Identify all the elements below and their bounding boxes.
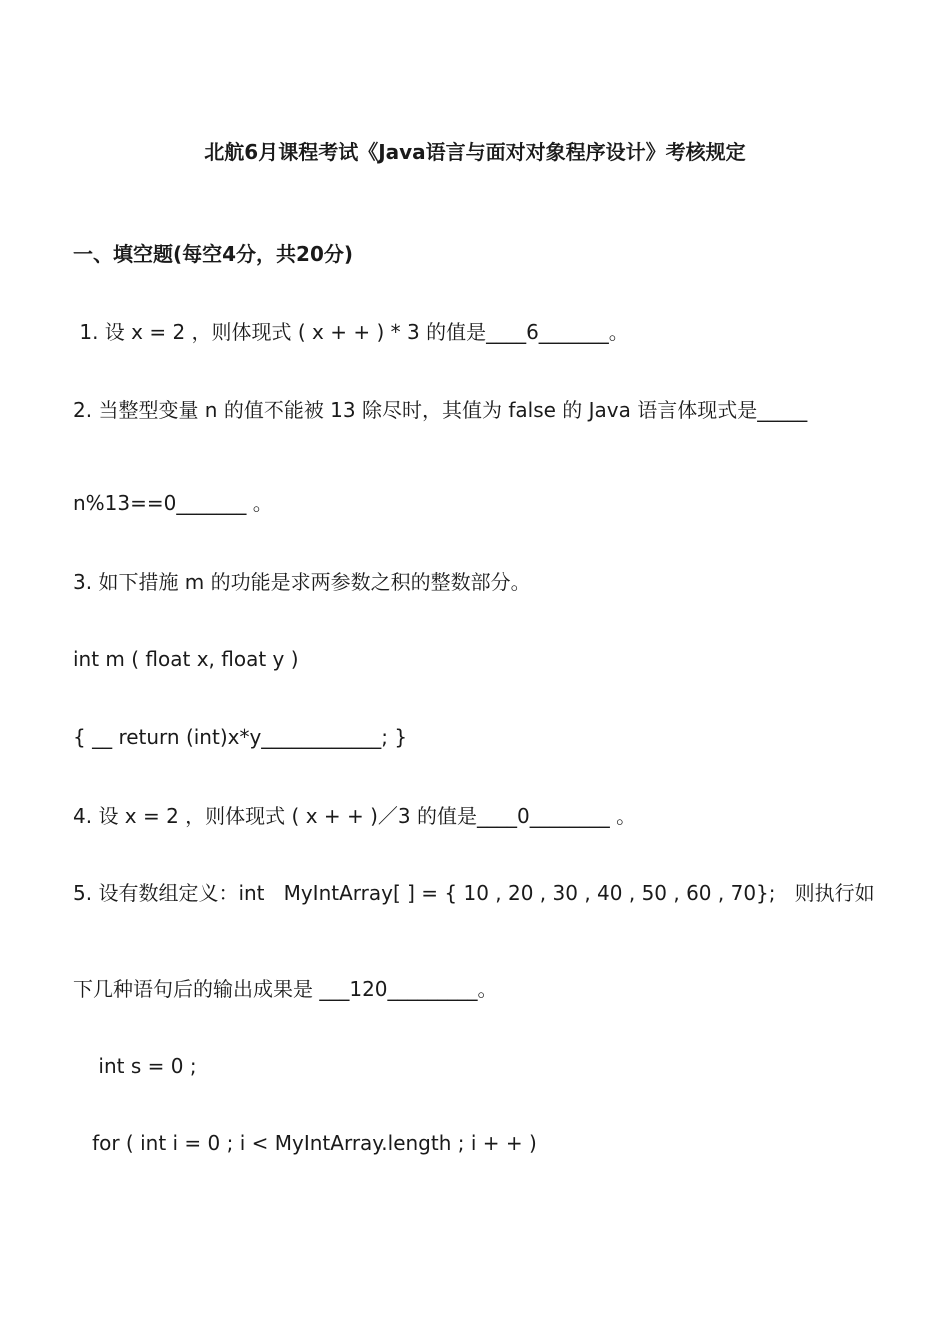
question-1: 1. 设 x = 2 ，则体现式 ( x + + ) * 3 的值是____6_______。 bbox=[73, 320, 629, 344]
question-3-code-2: { __ return (int)x*y____________; } bbox=[73, 725, 408, 749]
question-5-code-2: for ( int i = 0 ; i < MyIntArray.length ; i + + ) bbox=[73, 1131, 537, 1155]
question-5-line-1: 5. 设有数组定义：int MyIntArray[ ] = { 10 , 20 , 30 , 40 , 50 , 60 , 70}; 则执行如 bbox=[73, 881, 875, 905]
document-title: 北航6月课程考试《Java语言与面对对象程序设计》考核规定 bbox=[204, 140, 746, 164]
question-2-line-2: n%13==0_______ 。 bbox=[73, 491, 273, 515]
question-3-code-1: int m ( float x, float y ) bbox=[73, 647, 299, 671]
section-heading: 一、填空题(每空4分，共20分) bbox=[73, 242, 354, 266]
question-2-line-1: 2. 当整型变量 n 的值不能被 13 除尽时，其值为 false 的 Java 语言体现式是_____ bbox=[73, 398, 808, 422]
question-5-line-2: 下几种语句后的输出成果是 ___120_________。 bbox=[73, 977, 498, 1001]
question-5-code-1: int s = 0 ; bbox=[73, 1054, 197, 1078]
question-3-line-1: 3. 如下措施 m 的功能是求两参数之积的整数部分。 bbox=[73, 570, 531, 594]
question-4: 4. 设 x = 2 ，则体现式 ( x + + )／3 的值是____0________ 。 bbox=[73, 804, 637, 828]
